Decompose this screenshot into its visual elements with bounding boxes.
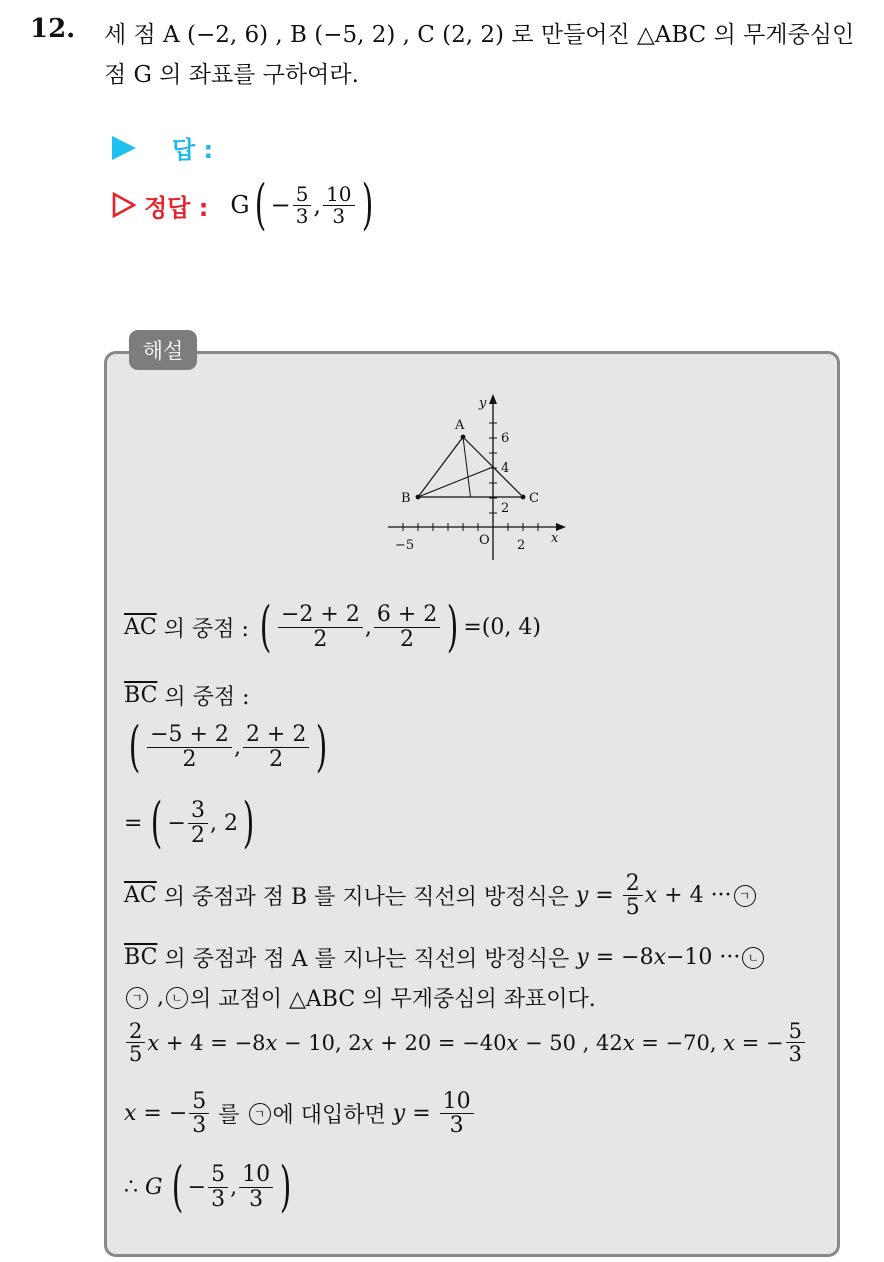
segment-label: $\overline{BC}$ <box>124 683 158 708</box>
paren-close: ) <box>446 595 459 658</box>
frac-num: 2 + 2 <box>243 723 309 747</box>
solution-line-10: ∴ G ( − $\frac{5}{3}$ , $\frac{10}{3}$ ) <box>124 1155 292 1218</box>
x-axis-arrow <box>556 523 566 531</box>
fraction <box>147 723 232 770</box>
solution-text: − <box>187 1174 207 1200</box>
fraction <box>278 603 363 650</box>
fraction <box>243 723 309 770</box>
frac-num: 2 <box>126 1020 145 1043</box>
frac-num: 10 <box>323 184 354 206</box>
circled-nieun-icon: ㄴ <box>166 987 188 1009</box>
frac-num: 2 <box>623 872 643 896</box>
fraction <box>623 872 643 919</box>
solution-text: + 20 = −40 <box>373 1030 507 1055</box>
correct-answer-x-sign: − <box>270 191 291 219</box>
paren-close: ) <box>242 791 255 854</box>
frac-num: 5 <box>293 184 312 206</box>
circled-giyeok-icon: ㄱ <box>249 1103 271 1125</box>
frac-den: 5 <box>129 1042 143 1067</box>
tick-label-y2: 2 <box>501 501 510 516</box>
fraction <box>440 1090 474 1137</box>
therefore-symbol: ∴ <box>124 1174 145 1200</box>
frac-den: 2 <box>269 746 284 772</box>
frac-num: −2 + 2 <box>278 603 363 627</box>
solution-text: 의 중점과 점 A 를 지나는 직선의 방정식은 <box>157 947 577 972</box>
frac-den: 3 <box>192 1113 207 1139</box>
x-axis-label: x <box>551 531 559 546</box>
solution-text: , 2 <box>209 810 238 836</box>
fraction <box>188 799 208 846</box>
solution-line-3: ( $\frac{-5 + 2}{2}$ , $\frac{2 + 2}{2}$ ) <box>128 715 328 778</box>
fraction <box>239 1163 273 1210</box>
frac-den: 2 <box>182 746 197 772</box>
solution-text: − 50 , 42 <box>518 1030 623 1055</box>
variable-y: y <box>576 945 589 970</box>
solution-text: − <box>167 810 186 836</box>
segment-label: $\overline{BC}$ <box>124 945 158 970</box>
solution-text: , <box>150 985 164 1010</box>
solution-text: = <box>588 883 621 909</box>
frac-num: −5 + 2 <box>147 723 232 747</box>
fraction <box>374 603 440 650</box>
variable-x: x <box>124 1101 137 1127</box>
solution-text: = −70, <box>634 1030 724 1055</box>
tick-label-xm5: −5 <box>395 538 415 553</box>
solution-line-6 <box>124 942 766 973</box>
fraction <box>189 1090 209 1137</box>
solution-text: − 10, 2 <box>277 1030 362 1055</box>
solution-line-4 <box>124 791 259 854</box>
frac-num: 5 <box>208 1163 228 1187</box>
solution-line-2 <box>124 680 250 711</box>
solution-line-5 <box>124 872 758 919</box>
point-a-dot <box>461 435 466 440</box>
frac-den: 3 <box>249 1186 264 1212</box>
paren-open: ( <box>254 173 266 236</box>
correct-answer-row: 정답 : G ( − $\frac{5}{3}$ , $\frac{10}{3}$ ) <box>112 178 378 232</box>
paren-open: ( <box>128 715 141 778</box>
frac-den: 2 <box>313 626 328 652</box>
circled-nieun-icon: ㄴ <box>742 947 764 969</box>
question-line-1: 세 점 A (−2, 6) , B (−5, 2) , C (2, 2) 로 만들어진 △ABC 의 무게중심인 <box>104 22 855 48</box>
fraction <box>126 1020 145 1065</box>
solution-line-8 <box>124 1020 807 1065</box>
correct-answer-label: 정답 : <box>144 193 209 222</box>
variable-x: x <box>653 945 666 970</box>
variable-x: x <box>265 1030 278 1055</box>
solution-text: = − <box>735 1030 784 1055</box>
variable-y: y <box>575 883 589 909</box>
variable-x: x <box>147 1030 160 1055</box>
circled-giyeok-icon: ㄱ <box>734 885 756 907</box>
point-c-label: C <box>529 491 539 506</box>
median-from-a <box>463 437 471 497</box>
fraction <box>208 1163 228 1210</box>
frac-num: 6 + 2 <box>374 603 440 627</box>
solution-text: 의 중점과 점 B 를 지나는 직선의 방정식은 <box>156 885 576 911</box>
solution-text: = <box>124 810 143 836</box>
solution-text: = <box>405 1101 438 1127</box>
paren-close: ) <box>361 173 373 236</box>
frac-den: 3 <box>449 1113 464 1139</box>
solution-text: 의 중점 : <box>157 685 250 710</box>
paren-open: ( <box>259 595 272 658</box>
solution-text: 를 <box>211 1103 247 1129</box>
frac-num: 5 <box>189 1090 209 1114</box>
variable-x: x <box>506 1030 519 1055</box>
variable-x: x <box>361 1030 374 1055</box>
tick-label-x2: 2 <box>517 538 526 553</box>
fraction <box>786 1020 805 1065</box>
variable-x: x <box>622 1030 635 1055</box>
answer-blank-row <box>112 130 213 165</box>
question-number: 12. <box>30 14 76 44</box>
y-axis-arrow <box>489 394 497 404</box>
frac-den: 2 <box>400 626 415 652</box>
frac-num: 5 <box>786 1020 805 1043</box>
variable-y: y <box>392 1101 406 1127</box>
solution-line-7 <box>124 982 596 1013</box>
paren-close: ) <box>279 1155 292 1218</box>
triangle-graph <box>380 392 570 562</box>
segment-label: $\overline{AC}$ <box>124 614 157 640</box>
solution-line-1: $\overline{AC}$ 의 중점 : ( $\frac{-2 + 2}{2}$ , $\frac{6 + 2}{2}$ ) =(0, 4) <box>124 595 541 658</box>
frac-den: 2 <box>190 822 205 848</box>
point-b-label: B <box>401 491 411 506</box>
question-line-2: 점 G 의 좌표를 구하여라. <box>104 62 359 88</box>
origin-label: O <box>479 533 490 548</box>
frac-den: 5 <box>625 895 640 921</box>
frac-num: 10 <box>440 1090 474 1114</box>
segment-label: $\overline{AC}$ <box>124 883 157 909</box>
solution-text: = −8 <box>588 945 654 970</box>
frac-num: 3 <box>188 799 208 823</box>
frac-num: 10 <box>239 1163 273 1187</box>
frac-den: 3 <box>211 1186 226 1212</box>
paren-open: ( <box>151 791 163 854</box>
triangle-outline-icon <box>112 192 136 218</box>
answer-blank-label: 답 : <box>172 136 214 164</box>
frac-den: 3 <box>788 1042 802 1067</box>
solution-line-9 <box>124 1090 476 1137</box>
solution-tag: 해설 <box>129 330 197 370</box>
solution-text: 의 교점이 △ABC 의 무게중심의 좌표이다. <box>190 987 596 1012</box>
solution-text: 의 중점 : <box>156 616 249 642</box>
correct-answer-prefix: G <box>230 191 250 219</box>
paren-close: ) <box>316 715 328 778</box>
solution-text: = − <box>136 1101 188 1127</box>
variable-g: G <box>145 1174 163 1200</box>
solution-text: + 4 = −8 <box>159 1030 266 1055</box>
y-axis-label: y <box>479 396 487 411</box>
variable-x: x <box>644 883 658 909</box>
solution-text: + 4 ··· <box>657 883 732 909</box>
tick-label-y4: 4 <box>501 461 510 476</box>
tick-label-y6: 6 <box>501 431 510 446</box>
point-b-dot <box>416 495 421 500</box>
paren-open: ( <box>171 1155 183 1218</box>
frac-den: 3 <box>332 203 346 228</box>
circled-giyeok-icon: ㄱ <box>126 987 148 1009</box>
point-a-label: A <box>455 418 465 433</box>
correct-answer-y-frac <box>323 181 354 228</box>
play-arrow-icon <box>112 136 136 160</box>
solution-text: =(0, 4) <box>463 614 541 640</box>
frac-den: 3 <box>295 203 309 228</box>
solution-text: 에 대입하면 <box>272 1103 393 1129</box>
correct-answer-x-frac <box>293 181 312 228</box>
variable-x: x <box>723 1030 736 1055</box>
solution-text: −10 ··· <box>666 945 741 970</box>
point-c-dot <box>521 495 526 500</box>
